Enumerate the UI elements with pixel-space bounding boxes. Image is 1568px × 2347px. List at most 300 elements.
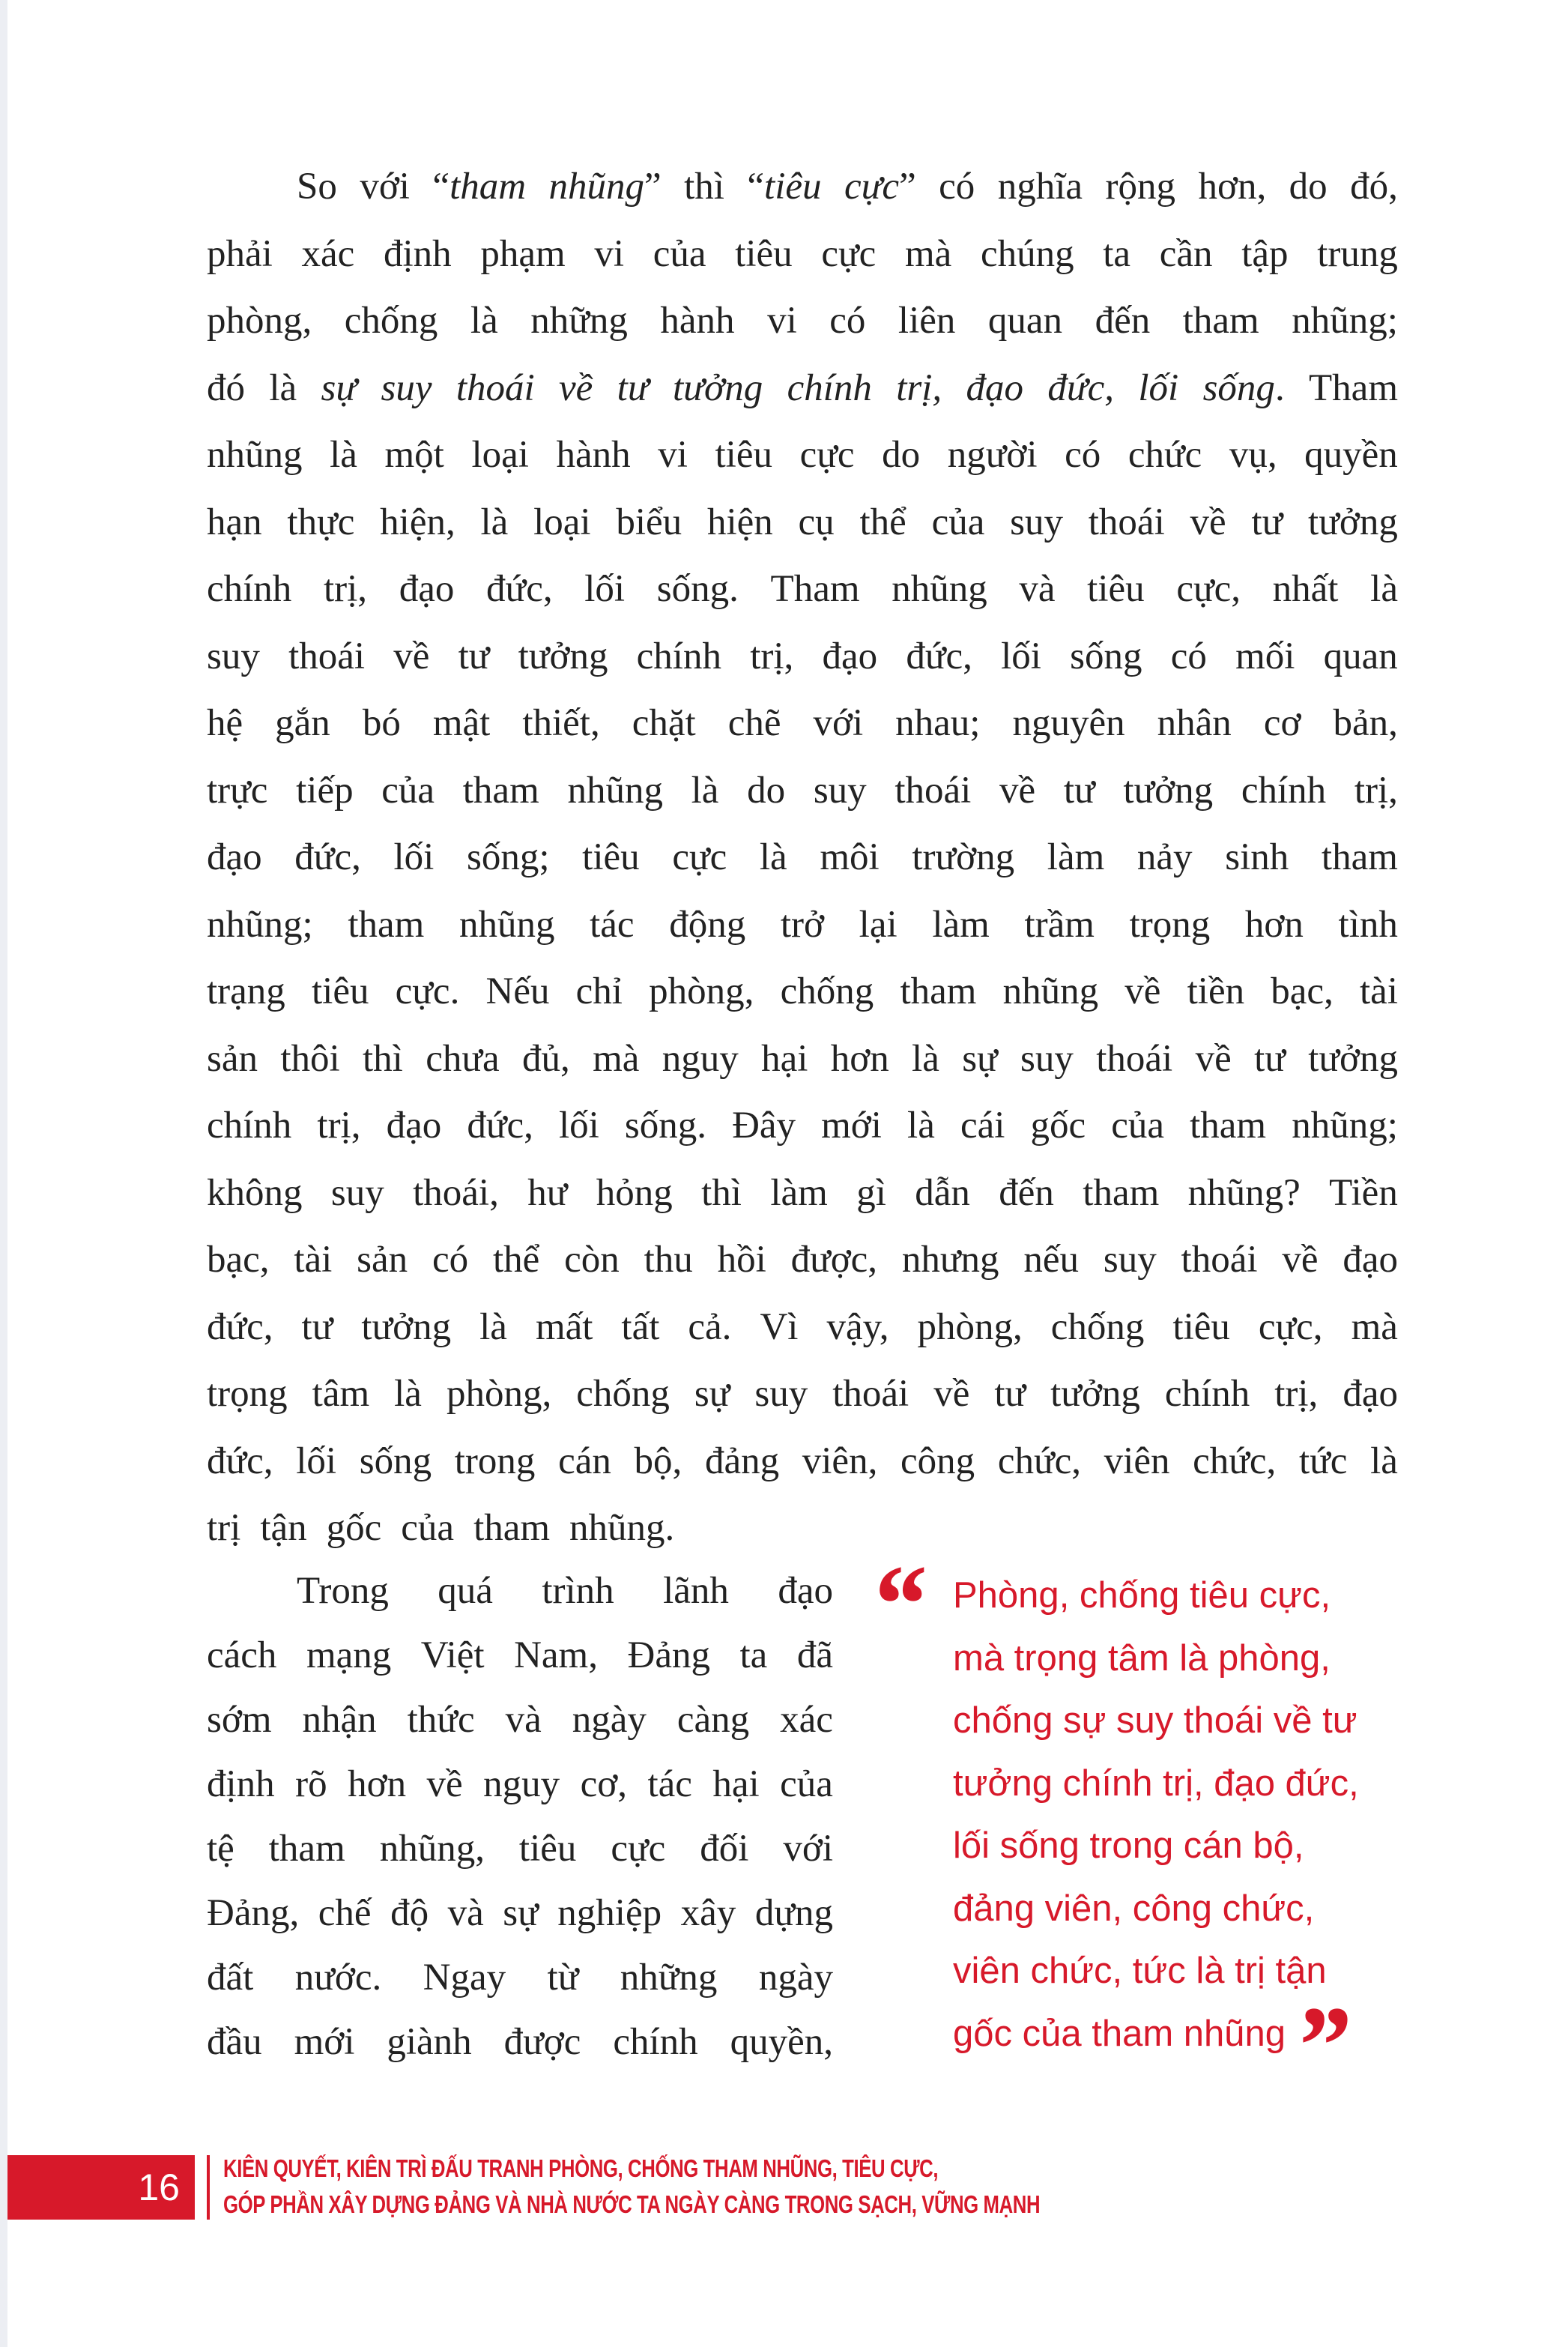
word-group [759,1945,833,2010]
word: là [907,1105,935,1147]
word-group [207,623,260,691]
word-group [966,355,1024,423]
word: quyền [1304,434,1398,476]
word: trọng [207,1373,288,1415]
word: bạc, [1271,970,1334,1012]
word: đạo [822,635,878,677]
word-group [387,1093,442,1160]
word-group [1083,1160,1159,1227]
word: chính [787,366,872,409]
word-group [787,355,872,423]
word-group [767,288,797,355]
word: là [480,501,509,543]
word: tham [473,1507,551,1549]
word-group [859,489,906,557]
page-edge [0,0,7,2347]
word-group [503,1881,539,1945]
word: mật [432,702,491,744]
word-group [791,1227,878,1294]
word: tham [1190,1105,1267,1147]
text-line [207,758,1398,825]
word: tệ [207,1828,234,1870]
word-group [662,1026,739,1093]
word: chính [207,1105,292,1147]
word: hệ [207,702,243,744]
word-group [504,2010,581,2074]
word: cần [1159,232,1213,275]
word: Nếu [485,970,550,1012]
word: hiện, [380,501,455,543]
word-group [380,1816,485,1881]
word-group [691,758,719,825]
word-group [932,489,985,557]
word: tưởng [361,1305,452,1348]
text-line [207,1093,1398,1160]
word: nguyên [1012,702,1125,744]
word-group [294,2010,355,2074]
word-group [530,288,628,355]
word-group [918,1294,1023,1362]
text-line [207,1361,1398,1428]
word-group [701,1160,742,1227]
word: của [1111,1105,1165,1147]
word: động [669,903,746,946]
word: đạo [1343,1239,1398,1281]
word-group [1271,958,1334,1026]
word-group [207,1881,299,1945]
word-group [1370,556,1398,623]
word-group [408,1688,475,1752]
word: có [829,300,866,342]
word: chống [576,1373,670,1415]
word: đạo [207,836,262,878]
pull-quote-line: Phòng, chống tiêu cực, [953,1575,1331,1616]
word-group [800,422,855,489]
word: đối [700,1828,749,1870]
word: suy [1010,501,1063,543]
word: thoái [455,366,535,409]
page-number-tab [7,2155,195,2220]
word-group [458,623,490,691]
word-group [898,288,955,355]
word-group [1050,1361,1140,1428]
word-group [1024,892,1094,959]
word-group [821,1093,882,1160]
word-group [658,422,688,489]
word-group [564,1227,620,1294]
word-group [549,154,662,221]
word-group [1106,154,1175,221]
word-group [657,556,739,623]
word: phòng, [917,1305,1023,1348]
word-group [207,422,303,489]
word-group [681,1881,736,1945]
word: có [432,1239,469,1281]
word: càng [676,1699,750,1741]
word-group [999,758,1035,825]
word: tưởng [1123,769,1214,812]
word: sự [503,1892,539,1934]
word: những [530,300,628,342]
word-group [1181,1227,1258,1294]
word: tất [621,1305,660,1348]
word-group [381,355,432,423]
word-group [760,824,787,892]
word-group [396,958,460,1026]
word: viên, [802,1440,878,1482]
word: lối [393,836,435,878]
word: Vì [760,1305,799,1348]
word-group [330,422,357,489]
word-group [718,1227,766,1294]
word-group [207,2010,262,2074]
word: thoái, [413,1171,499,1214]
word: về [1195,1037,1232,1080]
word-group [1096,1026,1172,1093]
word-group [287,489,354,557]
word: suy [330,1171,384,1214]
word-group [207,1294,273,1362]
text-line [207,154,1398,221]
word-group [998,1428,1081,1496]
word-group [783,1816,833,1881]
word: tư [1063,769,1095,812]
text-line [207,221,1398,289]
word-group [905,221,951,289]
word-group [1370,1428,1398,1496]
word-group [312,958,369,1026]
word: nhưng [901,1239,999,1281]
word: còn [564,1239,620,1281]
pull-quote-line: đảng viên, công chức, [953,1888,1315,1929]
word: là [912,1037,939,1080]
word: tiêu [764,166,822,208]
word: trầm [1024,903,1095,946]
word-group [426,1026,499,1093]
word-group [1198,154,1266,221]
word-group [593,1026,639,1093]
word: chống [344,300,438,342]
pull-quote-line: lối sống trong cán bộ, [953,1825,1304,1866]
word-group [912,824,1014,892]
word: công [900,1440,975,1482]
word-group [1360,958,1398,1026]
word: dẫn [915,1171,970,1214]
word: đảng [704,1440,780,1482]
word-group [1193,1428,1276,1496]
word: đức, [207,1440,273,1482]
word: lối [1001,635,1041,677]
word: thiết, [522,702,600,744]
word: sự [694,1373,730,1415]
word: và [505,1699,542,1741]
word-group [906,623,972,691]
word-group [1304,422,1398,489]
word-group [569,1495,684,1562]
word-group [1351,1294,1398,1362]
word-group [459,892,555,959]
word-group [672,824,727,892]
word-group [390,1881,429,1945]
word: hành [660,300,735,342]
word: tư [1254,1037,1286,1080]
word: thực [287,501,355,543]
word: nhất [1272,568,1339,610]
word-group [348,892,424,959]
word-group [413,1160,499,1227]
word-group [826,1294,889,1362]
text-line [207,556,1398,623]
word: thì [363,1037,403,1080]
word: tiêu [1172,1305,1230,1348]
word-group [1010,489,1063,557]
word-group [467,824,550,892]
word-group [728,690,781,758]
word-group [471,422,528,489]
word: môi [820,836,880,878]
word: loại [471,434,529,476]
word: của [780,1763,833,1805]
word-group [771,556,860,623]
word: ngày [572,1699,647,1741]
word-group [467,1093,533,1160]
word-group [581,1752,627,1816]
word-group [1292,1093,1398,1160]
word-group [207,1361,288,1428]
word: Tiền [1329,1171,1398,1214]
word-group [882,422,920,489]
word-group [780,1752,833,1816]
word: là [1370,568,1398,610]
word: thể [492,1239,540,1281]
text-line [207,1816,833,1881]
word: chức, [997,1440,1081,1482]
word-group [296,1428,336,1496]
word: Đây [732,1105,796,1147]
word: thoái [1096,1037,1173,1080]
word: về [559,366,593,409]
word-group [331,1160,384,1227]
word: trường [912,836,1015,878]
close-quote-icon: ” [1293,1983,1350,2108]
word-group [207,1495,250,1562]
word: cực [672,836,727,878]
word: tâm [312,1373,370,1415]
word-group [688,1294,731,1362]
word-group [895,690,980,758]
word: đó [207,366,245,409]
word: định [207,1763,275,1805]
word: tư [617,366,649,409]
word-group [770,1160,827,1227]
word: nghĩa [997,166,1083,208]
word-group [559,1093,599,1160]
word: trị, [323,568,368,610]
word: của [653,232,706,275]
word-group [1160,221,1213,289]
word-group [1157,690,1232,758]
word: sự [962,1037,998,1080]
word-group [707,489,773,557]
word-group [1190,1093,1266,1160]
word-group [1329,1160,1398,1227]
word-group [432,1227,468,1294]
word: đức, [906,635,972,677]
word-group [856,1160,886,1227]
word: làm [770,1171,828,1214]
word: là [269,366,297,409]
word: Tham [1309,366,1398,409]
word-group [1308,1026,1398,1093]
text-line [207,1160,1398,1227]
word-group [900,958,976,1026]
word: tham [1182,300,1259,342]
word: trở [780,903,825,946]
word-group [892,556,987,623]
word: đức, [486,568,553,610]
word-group [1235,623,1295,691]
word-group [269,355,297,423]
word: một [384,434,444,476]
word-group [493,1227,539,1294]
word: cực [611,1828,666,1870]
word-group [999,1160,1054,1227]
word-group [829,288,865,355]
text-line [207,1752,833,1816]
word: tham [449,166,527,208]
word: tác [590,903,635,946]
word-group [616,489,682,557]
text-line [207,355,1398,423]
text-line [207,1945,833,2010]
word-group [1176,556,1241,623]
word: chính [1241,769,1327,812]
word-group [1354,758,1398,825]
word-group [814,690,864,758]
word-group [730,2010,833,2074]
word-group [821,221,876,289]
word: hiện [706,501,773,543]
word: So [297,166,337,208]
text-line [207,1227,1398,1294]
word: tiền [1187,970,1245,1012]
page-number: 16 [138,2166,180,2208]
word: xây [680,1892,736,1934]
word-group [1104,1227,1157,1294]
word-group [754,1361,808,1428]
word-group [303,1688,377,1752]
word: hơn [830,1037,889,1080]
word: lối [584,568,626,610]
word-group [302,221,355,289]
word: trạng [207,970,285,1012]
text-line [207,690,1398,758]
pull-quote-line: viên chức, tức là trị tận [953,1951,1327,1991]
word: nhũng [548,166,645,208]
word: liên [897,300,956,342]
word-group [294,824,361,892]
word-group [1317,221,1398,289]
word: Trong [297,1570,389,1612]
word-group [1322,824,1398,892]
text-line [207,1495,1398,1562]
word-group [760,1294,798,1362]
word-group [357,1227,408,1294]
word-group [207,221,273,289]
word-group [781,958,874,1026]
word-group [1123,758,1213,825]
pull-quote-line: mà trọng tâm là phòng, [953,1637,1331,1679]
word-group [306,1623,391,1688]
word-group [448,1881,484,1945]
word: nghiệp [557,1892,662,1934]
word-group [345,288,438,355]
word: hại [761,1037,808,1080]
word: ngày [758,1957,833,1999]
word: chức [1127,434,1202,476]
word-group [1273,556,1339,623]
word: cách [207,1634,277,1676]
word-group [514,1623,598,1688]
word: tư [301,1305,333,1348]
word: gốc [1030,1105,1086,1147]
word-group [433,690,490,758]
word: của [401,1507,455,1549]
word-group [522,1026,570,1093]
word-group [761,1026,808,1093]
word: trình [542,1570,614,1612]
word-group [1289,154,1328,221]
word: về [1124,970,1161,1012]
footer-title-line-2: GÓP PHẦN XÂY DỰNG ĐẢNG VÀ NHÀ NƯỚC TA NGÀY CÀNG TRONG SẠCH, VỮNG MẠNH [223,2190,1041,2218]
word: nguy [483,1763,560,1805]
word: ” [644,166,662,208]
word: hơn, [1198,166,1267,208]
word-group [385,422,444,489]
word-group [1051,1294,1145,1362]
text-line [207,1881,833,1945]
word-group [207,1093,291,1160]
word: chế [318,1892,372,1934]
word-group [705,1428,779,1496]
word-group [750,623,793,691]
word: ” [899,166,916,208]
word: thì [684,166,724,208]
word-group [207,355,245,423]
word: phòng, [649,970,754,1012]
text-line [207,958,1398,1026]
word: gốc [326,1507,382,1549]
word: lại [859,903,897,946]
word-group [844,154,916,221]
word: mới [294,2021,355,2063]
word-group [527,1160,567,1227]
word-group [361,1294,451,1362]
word-group [486,556,553,623]
word-group [572,1688,647,1752]
word-group [506,1688,542,1752]
word-group [895,758,971,825]
word: nhận [302,1699,377,1741]
word: Ngay [423,1957,506,1999]
word-group [1130,892,1211,959]
word-group [732,1093,796,1160]
word: tưởng [1050,1373,1140,1415]
word-group [207,892,313,959]
word: Tham [770,568,860,610]
word: tham [1321,836,1398,878]
text-line [207,1428,1398,1496]
